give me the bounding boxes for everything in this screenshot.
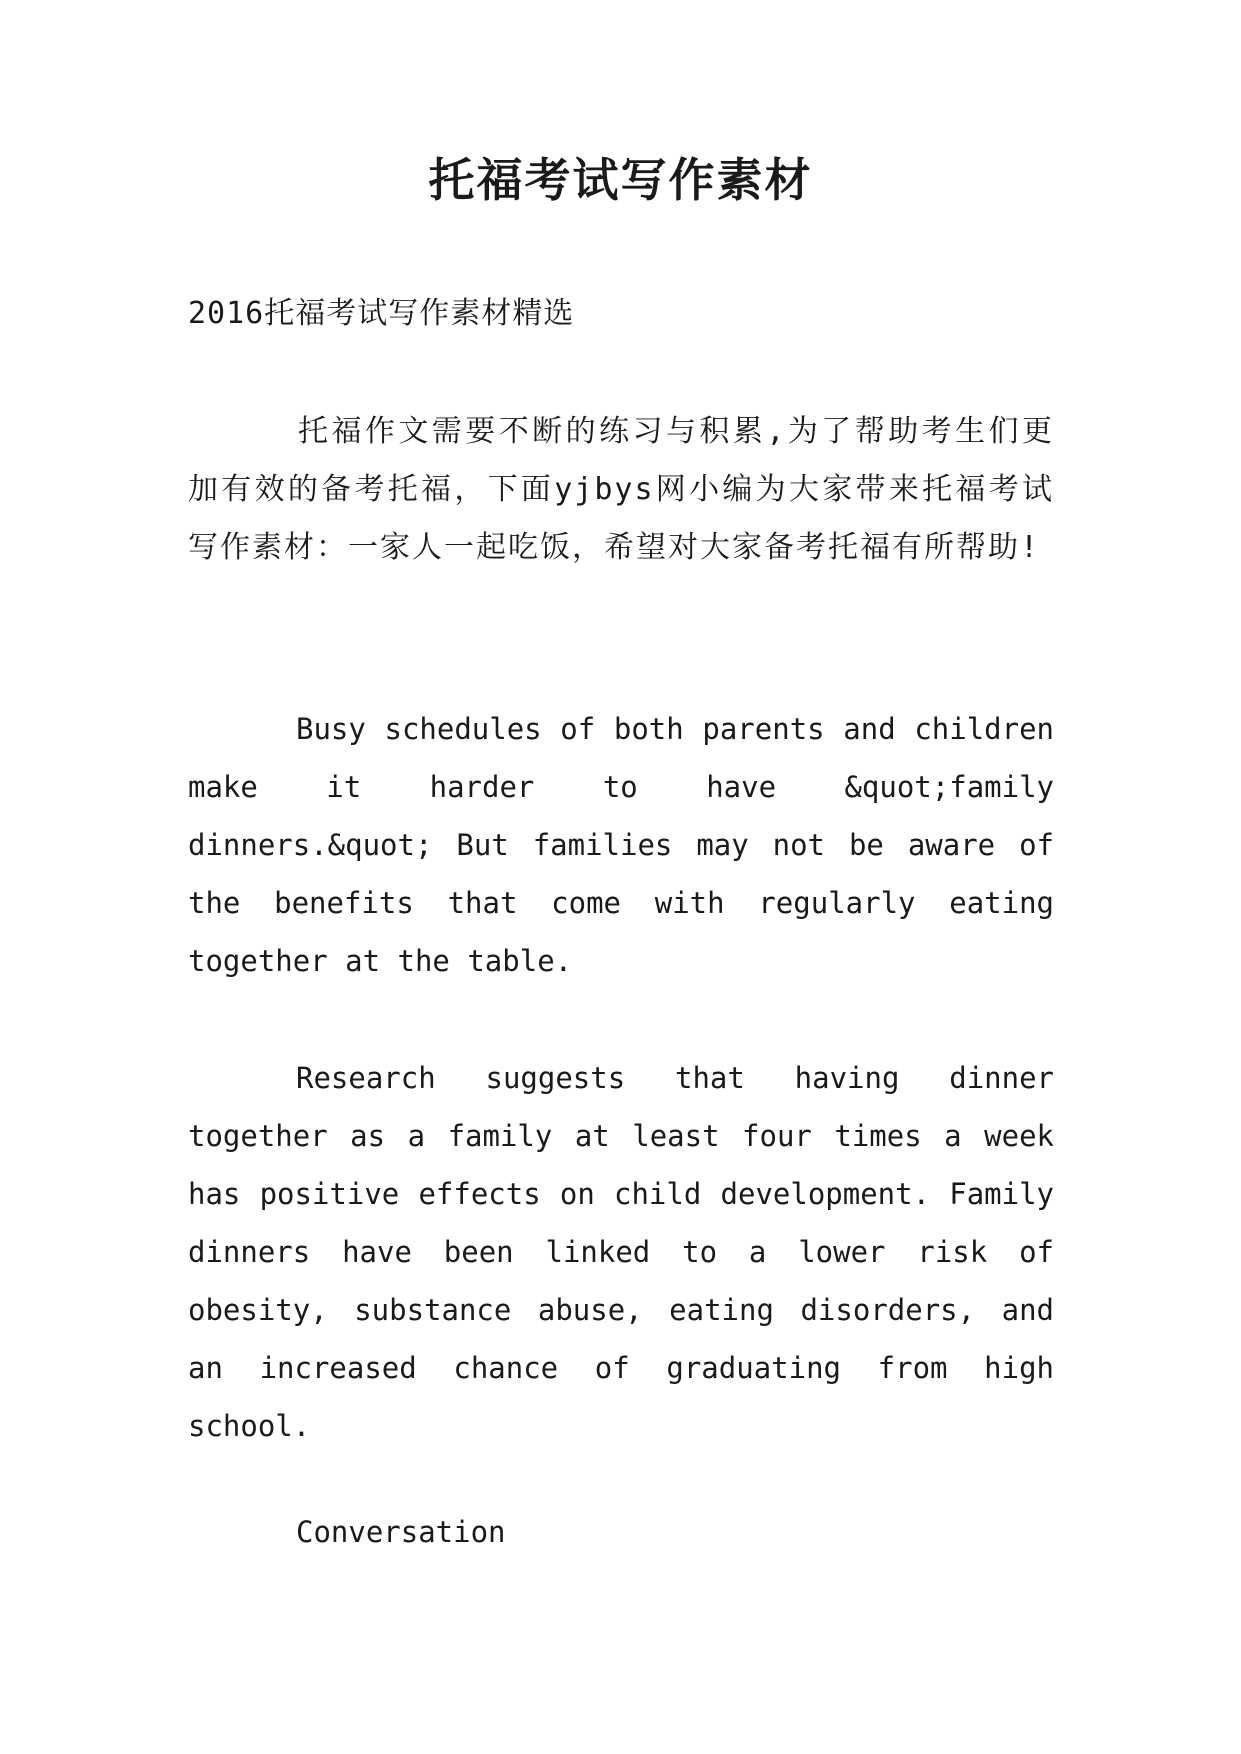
page-title: 托福考试写作素材 bbox=[428, 153, 813, 207]
section-heading: Conversation bbox=[296, 1515, 506, 1549]
document-subtitle: 2016托福考试写作素材精选 bbox=[188, 296, 575, 331]
intro-paragraph: 托福作文需要不断的练习与积累,为了帮助考生们更加有效的备考托福，下面yjbys网小编为大家带来托福考试写作素材：一家人一起吃饭，希望对大家备考托福有所帮助! bbox=[188, 414, 1054, 565]
body-paragraph: Busy schedules of both parents and children make it harder to have &quot;family dinners.&quot; But families may not be aware of the benefits that come with regularly eating together at the table. bbox=[188, 712, 1054, 978]
body-paragraph: Research suggests that having dinner together as a family at least four times a week has positive effects on child development. Family dinners have been linked to a lower risk of obesity, substance abuse, eating disorders, and an increased chance of graduating from high school. bbox=[188, 1061, 1054, 1443]
